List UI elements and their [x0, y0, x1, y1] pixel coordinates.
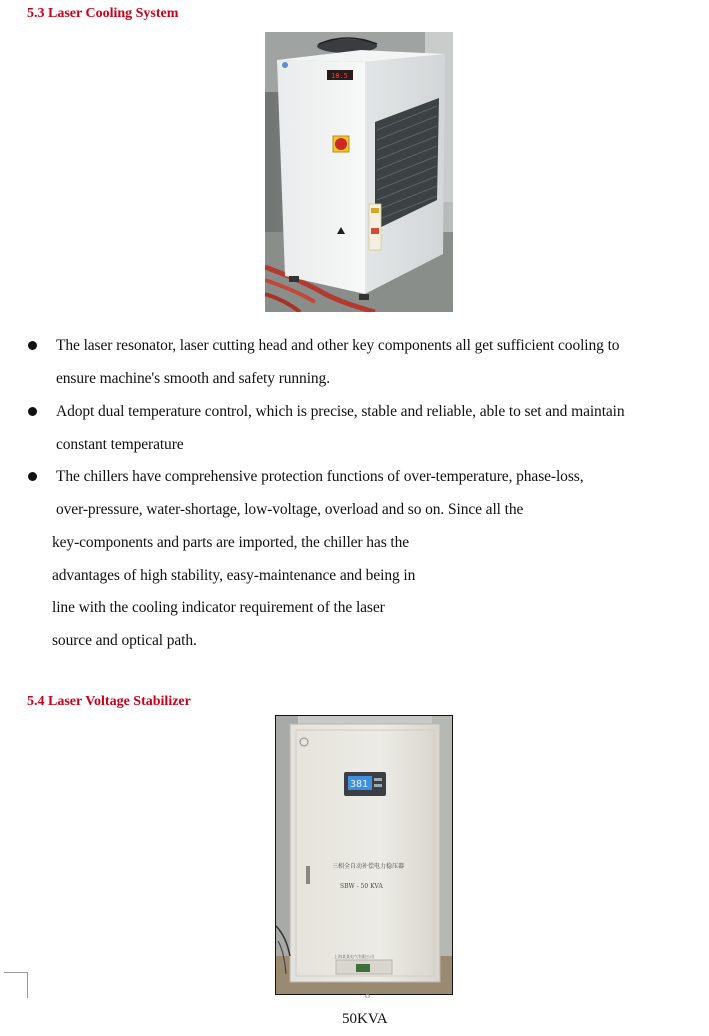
- bullet-3-line-1: The chillers have comprehensive protection functions of over-temperature, phase-loss,: [56, 468, 584, 485]
- bullet-2-line-2: constant temperature: [56, 436, 184, 453]
- stabilizer-model-text: SBW - 50 KVA: [340, 883, 383, 890]
- bullet-marker: [28, 341, 37, 350]
- page-corner-marker: [4, 972, 28, 998]
- bullet-3-line-2: over-pressure, water-shortage, low-voltage, overload and so on. Since all the: [56, 501, 524, 518]
- chiller-display-readout: 18.5: [331, 72, 348, 80]
- bullet-1-line-1: The laser resonator, laser cutting head and other key components all get sufficient cooling to: [56, 337, 620, 354]
- bullet-marker: [28, 472, 37, 481]
- stabilizer-display-readout: 381: [350, 779, 369, 790]
- section-heading-5-4: 5.4 Laser Voltage Stabilizer: [27, 694, 191, 709]
- bullet-1-line-2: ensure machine's smooth and safety running.: [56, 370, 330, 387]
- chiller-photo: [265, 32, 453, 312]
- continuation-line-4: source and optical path.: [52, 632, 197, 649]
- continuation-line-2: advantages of high stability, easy-maintenance and being in: [52, 567, 416, 584]
- section-heading-5-3: 5.3 Laser Cooling System: [27, 6, 179, 21]
- bullet-2-line-1: Adopt dual temperature control, which is precise, stable and reliable, able to set and maintain: [56, 403, 625, 420]
- continuation-line-1: key-components and parts are imported, the chiller has the: [52, 534, 410, 551]
- stabilizer-maker-text: 上海某某电气有限公司: [334, 954, 374, 959]
- stabilizer-label-cn: 三相全自动补偿电力稳压器: [332, 863, 405, 870]
- stabilizer-photo: [275, 715, 453, 995]
- page-number: 8: [365, 990, 370, 1001]
- continuation-line-3: line with the cooling indicator requirement of the laser: [52, 599, 385, 616]
- photo-caption: 50KVA: [342, 1011, 388, 1027]
- bullet-marker: [28, 407, 37, 416]
